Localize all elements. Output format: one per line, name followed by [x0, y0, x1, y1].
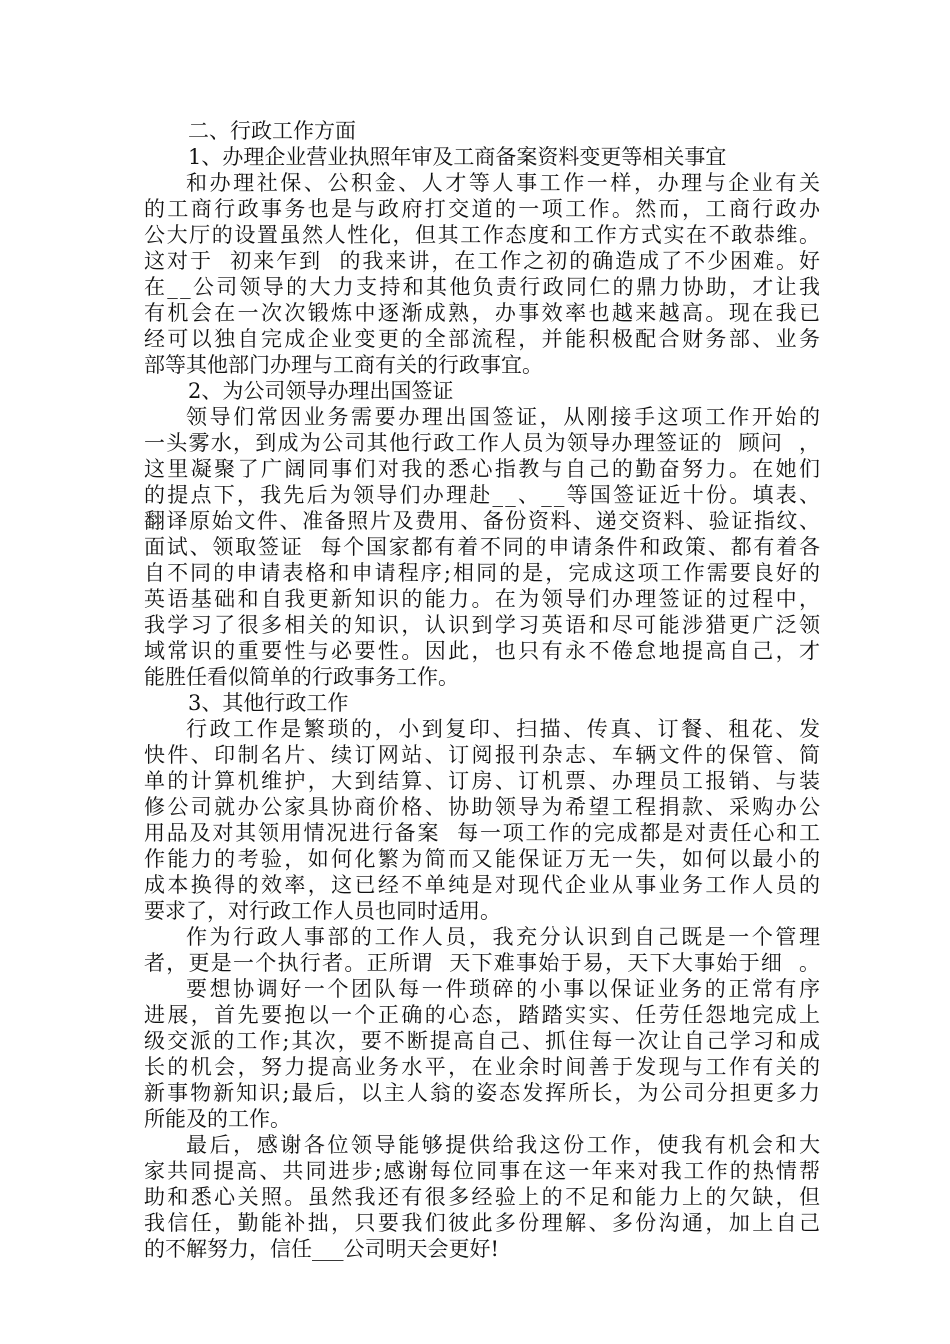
body-text-line: 修公司就办公家具协商价格、协助领导为希望工程捐款、采购办公	[144, 795, 823, 819]
body-text-line: 有机会在一次次锻炼中逐渐成熟，办事效率也越来越高。现在我已	[144, 301, 823, 325]
body-text-line: 单的计算机维护，大到结算、订房、订机票、办理员工报销、与装	[144, 769, 823, 793]
body-text-line: 在__公司领导的大力支持和其他负责行政同仁的鼎力协助，才让我	[144, 275, 823, 299]
body-text-line: 作为行政人事部的工作人员，我充分认识到自己既是一个管理	[186, 925, 823, 949]
body-text-line: 我信任，勤能补拙，只要我们彼此多份理解、多份沟通，加上自己	[144, 1211, 823, 1235]
body-text-line: 快件、印制名片、续订网站、订阅报刊杂志、车辆文件的保管、简	[144, 743, 823, 767]
body-text-line: 最后，感谢各位领导能够提供给我这份工作，使我有机会和大	[186, 1133, 823, 1157]
body-text-line: 助和悉心关照。虽然我还有很多经验上的不足和能力上的欠缺，但	[144, 1185, 823, 1209]
body-text-line: 经可以独自完成企业变更的全部流程，并能积极配合财务部、业务	[144, 327, 823, 351]
section-heading-line: 2、为公司领导办理出国签证	[188, 379, 454, 403]
body-text-line: 用品及对其领用情况进行备案 每一项工作的完成都是对责任心和工	[144, 821, 822, 845]
body-text-line: 英语基础和自我更新知识的能力。在为领导们办理签证的过程中，	[144, 587, 823, 611]
body-text-line: 部等其他部门办理与工商有关的行政事宜。	[144, 353, 543, 377]
body-text-line: 进展，首先要抱以一个正确的心态，踏踏实实、任劳任怨地完成上	[144, 1003, 823, 1027]
body-text-line: 能胜任看似简单的行政事务工作。	[144, 665, 459, 689]
body-text-line: 这对于 初来乍到 的我来讲，在工作之初的确造成了不少困难。好	[144, 249, 822, 273]
document-page	[144, 118, 823, 1262]
body-text-line: 长的机会，努力提高业务水平，在业余时间善于发现与工作有关的	[144, 1055, 823, 1079]
body-text-line: 的工商行政事务也是与政府打交道的一项工作。然而，工商行政办	[144, 197, 823, 221]
section-heading-line: 1、办理企业营业执照年审及工商备案资料变更等相关事宜	[188, 145, 727, 169]
body-text-line: 家共同提高、共同进步;感谢每位同事在这一年来对我工作的热情帮	[144, 1159, 823, 1183]
body-text-line: 面试、领取签证 每个国家都有着不同的申请条件和政策、都有着各	[144, 535, 822, 559]
body-text-line: 级交派的工作;其次，要不断提高自己、抓住每一次让自己学习和成	[144, 1029, 823, 1053]
body-text-line: 要想协调好一个团队每一件琐碎的小事以保证业务的正常有序	[186, 977, 823, 1001]
body-text-line: 自不同的申请表格和申请程序;相同的是，完成这项工作需要良好的	[144, 561, 823, 585]
section-heading-line: 二、行政工作方面	[188, 119, 356, 143]
body-text-line: 和办理社保、公积金、人才等人事工作一样，办理与企业有关	[186, 171, 823, 195]
body-text-line: 一头雾水，到成为公司其他行政工作人员为领导办理签证的 顾问 ，	[144, 431, 822, 455]
body-text-line: 要求了，对行政工作人员也同时适用。	[144, 899, 501, 923]
body-text-line: 者，更是一个执行者。正所谓 天下难事始于易，天下大事始于细 。	[144, 951, 822, 975]
body-text-line: 翻译原始文件、准备照片及费用、备份资料、递交资料、验证指纹、	[144, 509, 822, 533]
body-text-line: 行政工作是繁琐的，小到复印、扫描、传真、订餐、租花、发	[186, 717, 823, 741]
body-text-line: 成本换得的效率，这已经不单纯是对现代企业从事业务工作人员的	[144, 873, 823, 897]
body-text-line: 新事物新知识;最后，以主人翁的姿态发挥所长，为公司分担更多力	[144, 1081, 823, 1105]
body-text-line: 我学习了很多相关的知识，认识到学习英语和尽可能涉猎更广泛领	[144, 613, 823, 637]
body-text-line: 的提点下，我先后为领导们办理赴__、__等国签证近十份。填表、	[144, 483, 823, 507]
body-text-line: 领导们常因业务需要办理出国签证，从刚接手这项工作开始的	[186, 405, 823, 429]
body-text-line: 域常识的重要性与必要性。因此，也只有永不倦怠地提高自己，才	[144, 639, 823, 663]
body-text-line: 所能及的工作。	[144, 1107, 291, 1131]
body-text-line: 公大厅的设置虽然人性化，但其工作态度和工作方式实在不敢恭维。	[144, 223, 822, 247]
body-text-line: 这里凝聚了广阔同事们对我的悉心指教与自己的勤奋努力。在她们	[144, 457, 823, 481]
section-heading-line: 3、其他行政工作	[188, 691, 349, 715]
body-text-line: 作能力的考验，如何化繁为简而又能保证万无一失，如何以最小的	[144, 847, 823, 871]
body-text-line: 的不解努力，信任___公司明天会更好!	[144, 1237, 499, 1261]
